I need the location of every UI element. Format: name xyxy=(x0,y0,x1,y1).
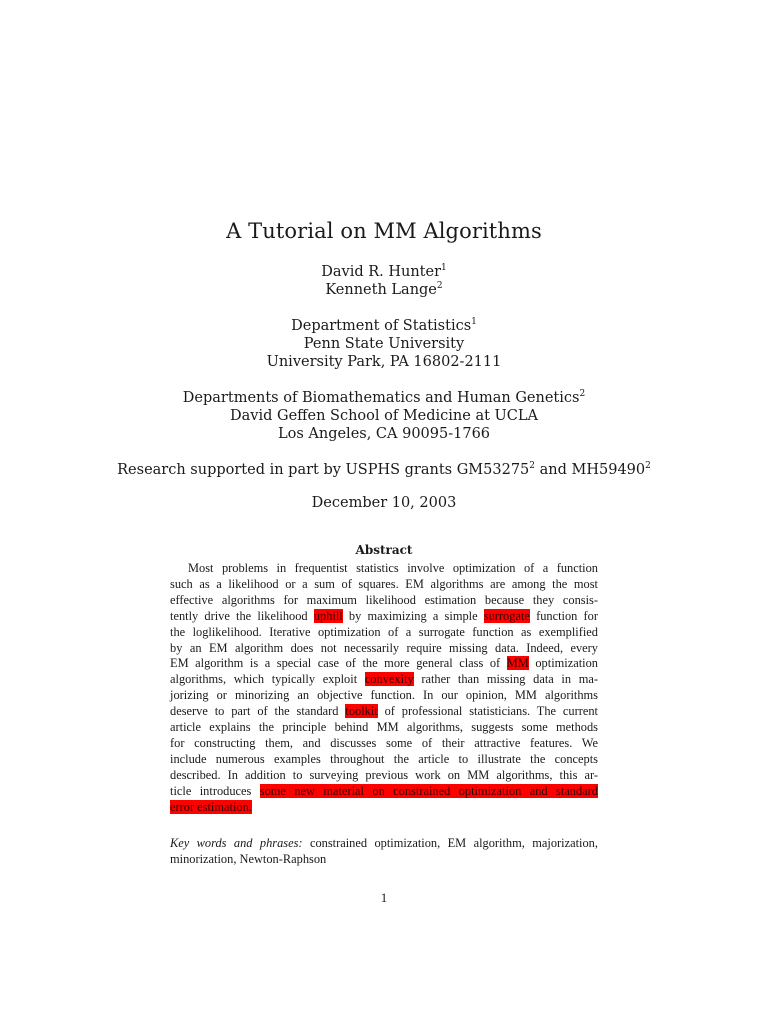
highlighted-text: convexity xyxy=(364,672,414,687)
keywords-text-1: constrained optimization, EM algorithm, majorization, xyxy=(302,836,598,850)
affiliation-1-mark: 1 xyxy=(471,317,477,328)
abstract-line xyxy=(170,561,598,577)
keywords xyxy=(170,836,598,868)
abstract-text: ticle introduces xyxy=(170,783,260,798)
abstract-text: include numerous examples throughout the article to illustrate the concepts xyxy=(170,751,598,766)
funding-mark-1: 2 xyxy=(529,461,536,472)
affiliation-2-line-1 xyxy=(0,389,768,407)
affiliation-2-line-2: David Geffen School of Medicine at UCLA xyxy=(230,408,538,424)
affiliation-2-line-3: Los Angeles, CA 90095-1766 xyxy=(277,426,491,442)
abstract-text: Most problems in frequentist statistics involve optimization of a function xyxy=(188,561,598,575)
abstract-text: effective algorithms for maximum likelihood estimation because they consis- xyxy=(170,592,598,607)
abstract-line xyxy=(170,593,598,609)
affiliation-2-dept: Departments of Biomathematics and Human Genetics xyxy=(182,390,580,406)
author-1 xyxy=(0,263,768,281)
author-2-name: Kenneth Lange xyxy=(325,282,437,298)
keywords-line-2: minorization, Newton-Raphson xyxy=(170,851,327,866)
abstract-line xyxy=(170,688,598,704)
highlighted-text: toolkit xyxy=(345,704,378,719)
highlighted-text: some new material on constrained optimization and standard xyxy=(259,783,599,798)
abstract-line xyxy=(170,577,598,593)
abstract-text: function for xyxy=(529,608,599,623)
affiliation-1-line-3: University Park, PA 16802-2111 xyxy=(266,354,502,370)
author-1-mark: 1 xyxy=(441,263,447,274)
abstract-line xyxy=(170,736,598,752)
affiliation-1 xyxy=(0,317,768,371)
abstract-text: jorizing or minorizing an objective function. In our opinion, MM algorithms xyxy=(170,688,598,703)
abstract-heading: Abstract xyxy=(355,543,413,557)
affiliation-2 xyxy=(0,389,768,443)
abstract-text: by an EM algorithm does not necessarily require missing data. Indeed, every xyxy=(170,640,598,655)
abstract-text: article explains the principle behind MM algorithms, suggests some methods xyxy=(170,720,598,735)
abstract-text: EM algorithm is a special case of the more general class of xyxy=(170,656,507,671)
abstract-line xyxy=(170,609,598,625)
author-1-name: David R. Hunter xyxy=(321,264,442,280)
abstract-line xyxy=(170,704,598,720)
highlighted-text: uphill xyxy=(313,608,343,623)
funding-text: Research supported in part by USPHS grants GM53275 xyxy=(117,462,530,478)
abstract-text: deserve to part of the standard xyxy=(170,704,346,719)
abstract-line xyxy=(170,672,598,688)
author-2-mark: 2 xyxy=(436,281,443,292)
abstract-line xyxy=(170,656,598,672)
abstract-text: for constructing them, and discusses some of their attractive features. We xyxy=(170,735,598,750)
funding-line xyxy=(0,461,768,479)
abstract-text: by maximizing a simple xyxy=(342,608,484,623)
abstract-line xyxy=(170,625,598,641)
affiliation-2-mark: 2 xyxy=(579,389,586,400)
funding-mark-2: 2 xyxy=(645,461,651,472)
keywords-label: Key words and phrases: xyxy=(170,836,303,850)
highlighted-text: MM xyxy=(506,656,529,671)
highlighted-text: error estimation. xyxy=(170,799,252,814)
abstract-line xyxy=(170,720,598,736)
abstract-text: optimization xyxy=(528,656,598,671)
abstract-text: rather than missing data in ma- xyxy=(413,672,598,687)
abstract-text: such as a likelihood or a sum of squares. EM algorithms are among the most xyxy=(170,576,598,591)
paper-title: A Tutorial on MM Algorithms xyxy=(226,219,542,243)
abstract-line xyxy=(170,752,598,768)
affiliation-1-dept: Department of Statistics xyxy=(291,318,472,334)
abstract-text: described. In addition to surveying previous work on MM algorithms, this ar- xyxy=(170,767,598,782)
author-list xyxy=(0,263,768,299)
affiliation-1-line-2: Penn State University xyxy=(303,336,465,352)
abstract-text: algorithms, which typically exploit xyxy=(170,672,365,687)
abstract-body xyxy=(170,561,598,816)
funding-text-2: and MH59490 xyxy=(535,462,646,478)
highlighted-text: surrogate xyxy=(483,608,530,623)
abstract-text: tently drive the likelihood xyxy=(170,608,314,623)
date-text: December 10, 2003 xyxy=(311,495,457,511)
abstract-line xyxy=(170,784,598,800)
page-number: 1 xyxy=(380,890,388,905)
author-2 xyxy=(0,281,768,299)
affiliation-1-line-1 xyxy=(0,317,768,335)
funding-note xyxy=(0,461,768,479)
abstract-line xyxy=(170,768,598,784)
paper-date xyxy=(0,494,768,512)
abstract-line xyxy=(170,800,598,816)
abstract-text: of professional statisticians. The current xyxy=(377,704,598,719)
abstract-text: the loglikelihood. Iterative optimization of a surrogate function as exemplified xyxy=(170,624,598,639)
abstract-line xyxy=(170,641,598,657)
keywords-line-1 xyxy=(170,836,598,852)
